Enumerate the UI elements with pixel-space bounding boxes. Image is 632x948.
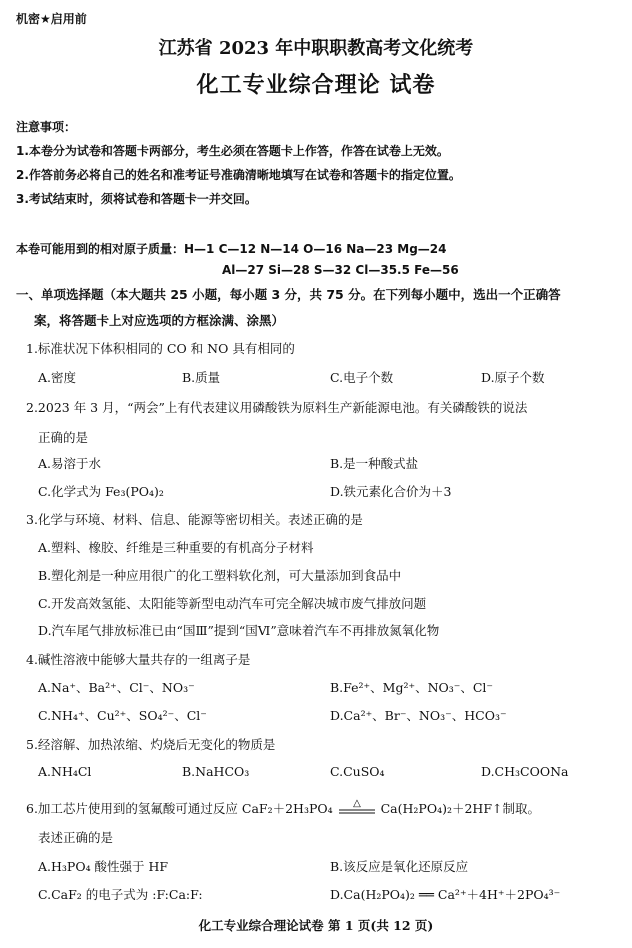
option-d: D.CH₃COONa [481, 764, 569, 779]
question-stem: 5.经溶解、加热浓缩、灼烧后无变化的物质是 [26, 737, 276, 752]
option-d: D.Ca²⁺、Br⁻、NO₃⁻、HCO₃⁻ [330, 708, 507, 723]
option-c: C.CaF₂ 的电子式为 :F:Ca:F: [38, 887, 203, 902]
option-a: A.密度 [38, 370, 77, 385]
notes-heading: 注意事项： [16, 120, 77, 134]
option-d: D.Ca(H₂PO₄)₂ ══ Ca²⁺＋4H⁺＋2PO₄³⁻ [330, 887, 561, 902]
heating-condition: △ [352, 798, 361, 809]
page-footer: 化工专业综合理论试卷 第 1 页(共 12 页) [198, 918, 434, 933]
option-a: A.NH₄Cl [38, 764, 92, 779]
option-b: B.该反应是氧化还原反应 [330, 859, 469, 874]
section-line: 案，将答题卡上对应选项的方框涂满、涂黑） [34, 313, 285, 328]
option-c: C.化学式为 Fe₃(PO₄)₂ [38, 484, 164, 499]
option-d: D.原子个数 [481, 370, 545, 385]
note-item: 1.本卷分为试卷和答题卡两部分，考生必须在答题卡上作答，作答在试卷上无效。 [16, 144, 449, 158]
option-c: C.NH₄⁺、Cu²⁺、SO₄²⁻、Cl⁻ [38, 708, 207, 723]
option-d: D.汽车尾气排放标准已由“国Ⅲ”提到“国Ⅵ”意味着汽车不再排放氮氧化物 [38, 623, 440, 638]
option-b: B.Fe²⁺、Mg²⁺、NO₃⁻、Cl⁻ [330, 680, 494, 695]
option-a: A.Na⁺、Ba²⁺、Cl⁻、NO₃⁻ [38, 680, 195, 695]
option-c: C.开发高效氢能、太阳能等新型电动汽车可完全解决城市废气排放问题 [38, 596, 427, 611]
confidential-label: 机密★启用前 [16, 12, 87, 26]
option-a: A.H₃PO₄ 酸性强于 HF [38, 859, 169, 874]
section-instructions [16, 282, 616, 334]
option-b: B.塑化剂是一种应用很广的化工塑料软化剂，可大量添加到食品中 [38, 568, 402, 583]
note-item: 2.作答前务必将自己的姓名和准考证号准确清晰地填写在试卷和答题卡的指定位置。 [16, 168, 461, 182]
note-item: 3.考试结束时，须将试卷和答题卡一并交回。 [16, 192, 257, 206]
option-a: A.塑料、橡胶、纤维是三种重要的有机高分子材料 [38, 540, 314, 555]
option-a: A.易溶于水 [38, 456, 102, 471]
question-stem: 2.2023 年 3 月，“两会”上有代表建议用磷酸铁为原料生产新能源电池。有关磷酸铁的说法 [26, 400, 528, 415]
option-b: B.质量 [182, 370, 221, 385]
reaction-right: Ca(H₂PO₄)₂＋2HF↑制取。 [380, 801, 540, 816]
option-b: B.NaHCO₃ [182, 764, 250, 779]
atomic-mass-line: Al—27 Si—28 S—32 Cl—35.5 Fe—56 [222, 263, 459, 277]
question-stem [26, 798, 540, 821]
option-c: C.电子个数 [330, 370, 394, 385]
question-stem: 4.碱性溶液中能够大量共存的一组离子是 [26, 652, 251, 667]
option-d: D.铁元素化合价为＋3 [330, 484, 452, 499]
section-line: 一、单项选择题（本大题共 25 小题，每小题 3 分，共 75 分。在下列每小题中，选出一个正确答 [16, 287, 561, 302]
paper-title: 化工专业综合理论 试卷 [196, 73, 436, 98]
question-stem: 1.标准状况下体积相同的 CO 和 NO 具有相同的 [26, 341, 295, 356]
exam-title: 江苏省 2023 年中职职教高考文化统考 [158, 38, 474, 59]
reaction-left: 6.加工芯片使用到的氢氟酸可通过反应 CaF₂＋2H₃PO₄ [26, 801, 333, 816]
option-b: B.是一种酸式盐 [330, 456, 419, 471]
atomic-mass-line: 本卷可能用到的相对原子质量：H—1 C—12 N—14 O—16 Na—23 Mg—24 [16, 242, 447, 256]
question-stem: 3.化学与环境、材料、信息、能源等密切相关。表述正确的是 [26, 512, 363, 527]
question-stem-cont: 正确的是 [38, 430, 89, 445]
reaction-arrow [337, 798, 377, 821]
option-c: C.CuSO₄ [330, 764, 385, 779]
question-stem-cont: 表述正确的是 [38, 830, 114, 845]
